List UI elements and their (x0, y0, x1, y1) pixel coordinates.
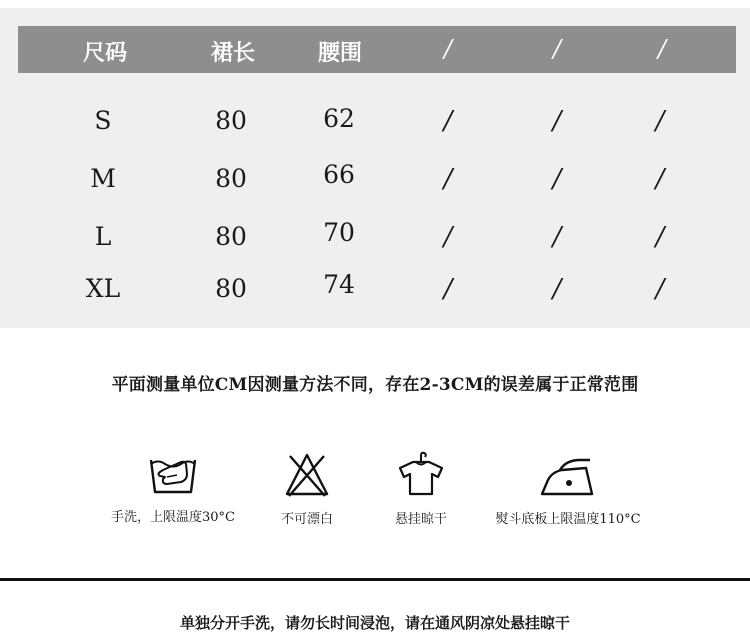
size-table (0, 8, 750, 328)
care-item-iron (473, 450, 663, 527)
hang-dry-icon (396, 450, 446, 498)
row-col-5: / (552, 106, 562, 136)
row-col-4: / (443, 164, 453, 194)
header-size: 尺码 (82, 40, 128, 66)
iron-label: 熨斗底板上限温度110°C (495, 512, 641, 527)
row-waist: 74 (323, 270, 355, 299)
row-size: L (94, 222, 112, 251)
header-col-5: / (552, 35, 562, 63)
footer-care-text: 单独分开手洗，请勿长时间浸泡，请在通风阴凉处悬挂晾干 (179, 614, 570, 632)
row-skirt-length: 80 (215, 164, 247, 193)
row-col-6: / (655, 164, 665, 194)
header-col-4: / (443, 35, 453, 63)
header-col-6: / (657, 35, 667, 63)
row-col-4: / (443, 222, 453, 252)
table-row (0, 218, 750, 262)
header-skirt-length: 裙长 (210, 40, 256, 66)
do-not-bleach-icon (282, 450, 332, 498)
row-col-6: / (655, 106, 665, 136)
row-waist: 62 (323, 104, 355, 133)
row-col-5: / (552, 164, 562, 194)
row-col-4: / (443, 106, 453, 136)
row-col-6: / (655, 274, 665, 304)
no-bleach-label: 不可漂白 (280, 512, 333, 527)
iron-icon (536, 450, 600, 498)
header-waist: 腰围 (317, 40, 363, 66)
row-col-5: / (552, 274, 562, 304)
hand-wash-label: 手洗，上限温度30°C (111, 510, 235, 525)
table-row (0, 160, 750, 204)
row-size: S (94, 106, 112, 135)
care-instructions (0, 450, 750, 540)
row-col-5: / (552, 222, 562, 252)
size-table-header (18, 26, 736, 73)
divider (0, 578, 750, 581)
row-skirt-length: 80 (215, 222, 247, 251)
row-skirt-length: 80 (215, 106, 247, 135)
hang-dry-label: 悬挂晾干 (394, 512, 447, 527)
row-size: M (90, 164, 116, 193)
row-waist: 66 (323, 160, 355, 189)
hand-wash-icon (145, 450, 201, 496)
row-col-6: / (655, 222, 665, 252)
row-waist: 70 (323, 218, 355, 247)
table-row (0, 106, 750, 146)
row-size: XL (85, 274, 121, 303)
row-col-4: / (443, 274, 453, 304)
measurement-note: 平面测量单位CM因测量方法不同，存在2-3CM的误差属于正常范围 (111, 375, 639, 395)
row-skirt-length: 80 (215, 274, 247, 303)
table-row (0, 270, 750, 314)
